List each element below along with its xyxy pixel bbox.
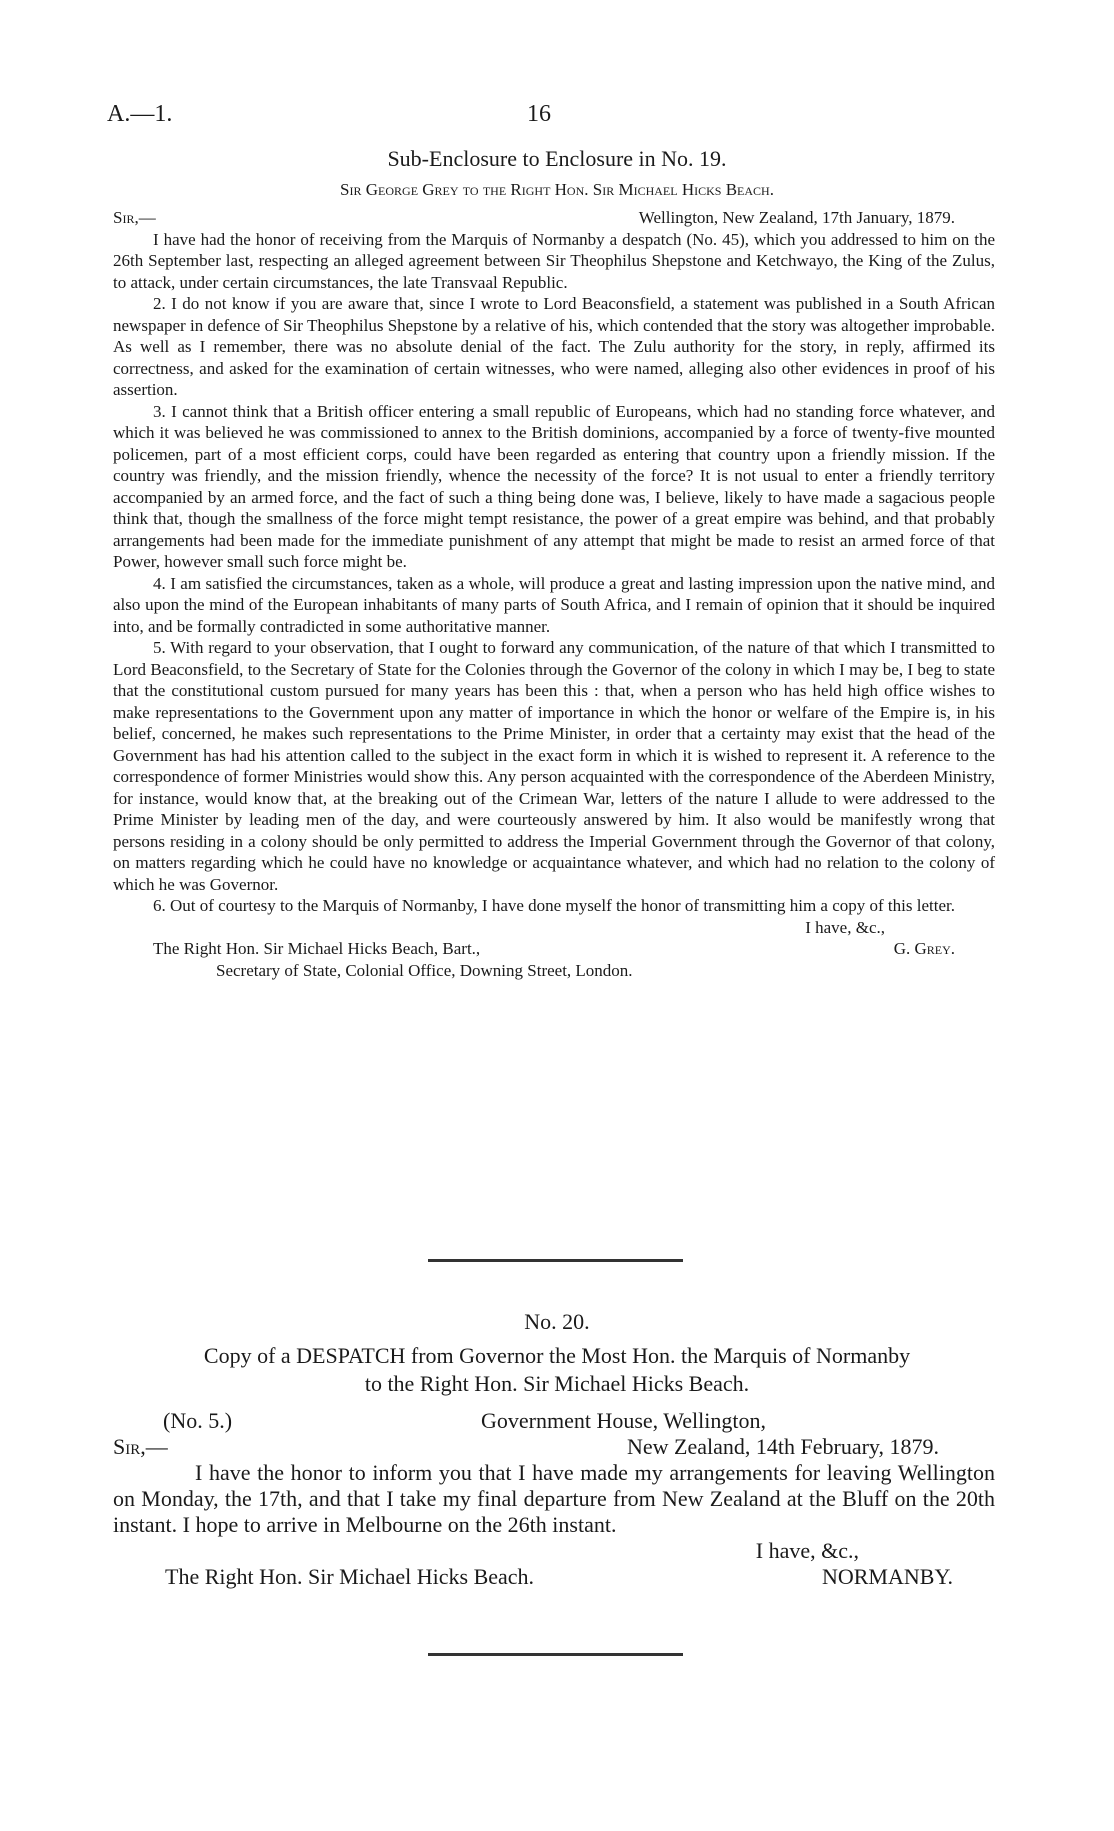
despatch-signature: NORMANBY.: [821, 1564, 953, 1589]
page-number: 16: [527, 101, 551, 127]
closing-row: [113, 917, 995, 939]
document-reference: A.—1.: [107, 101, 173, 127]
enclosure-letter: [113, 207, 995, 981]
despatch-place: Government House, Wellington,: [481, 1408, 767, 1433]
date-row: [113, 1434, 995, 1460]
ref-row: [113, 1408, 995, 1434]
addressee-row: [113, 938, 995, 960]
letter-paragraph: 4. I am satisfied the circumstances, taken as a whole, will produce a great and lasting impression upon the native mind, and also upon the mind of the European inhabitants of many parts of South Africa, and I remain of opinion that it should be inquired into, and be formally contradicted in some authoritative manner.: [113, 573, 995, 636]
place-date: Wellington, New Zealand, 17th January, 1879.: [638, 208, 955, 227]
despatch-salutation: Sir,—: [113, 1434, 168, 1459]
salutation: Sir,—: [113, 208, 156, 227]
despatch-letter: [113, 1408, 995, 1590]
address-row: [113, 960, 995, 982]
enclosure-from-to: Sir George Grey to the Right Hon. Sir Michael Hicks Beach.: [340, 180, 774, 199]
despatch-number: No. 20.: [524, 1309, 590, 1334]
despatch-date: New Zealand, 14th February, 1879.: [627, 1434, 939, 1459]
addressee: The Right Hon. Sir Michael Hicks Beach, Bart.,: [153, 939, 481, 958]
despatch-addressee-row: [113, 1564, 995, 1590]
address-line: Secretary of State, Colonial Office, Downing Street, London.: [216, 960, 633, 980]
despatch-title: [0, 1342, 1114, 1398]
despatch-title-line: to the Right Hon. Sir Michael Hicks Beach.: [364, 1371, 750, 1396]
despatch-paragraph: I have the honor to inform you that I have made my arrangements for leaving Wellington on Monday, the 17th, and that I take my final departure from New Zealand at the Bluff on the 20th instant. I hope to arrive in Melbourne on the 26th instant.: [113, 1460, 995, 1537]
enclosure-title: Sub-Enclosure to Enclosure in No. 19.: [387, 146, 727, 171]
letter-paragraph: 5. With regard to your observation, that I ought to forward any communication, of the nature of that which I transmitted to Lord Beaconsfield, to the Secretary of State for the Colonies through the Governor of the colony in which I may be, I beg to state that the constitutional custom pursued for many years has been this : that, when a person who has held high office wishes to make representations to the Government upon any matter of importance in which the honor or welfare of the Empire is, in his belief, concerned, he makes such representations to the Prime Minister, in order that a certainty may exist that the head of the Government has had his attention called to the subject in the exact form in which it is wished to represent it. A reference to the correspondence of former Ministries would show this. Any person acquainted with the correspondence of the Aberdeen Ministry, for instance, would know that, at the breaking out of the Crimean War, letters of the nature I allude to were addressed to the Prime Minister by leading men of the day, and were courteously answered by him. It also would be manifestly wrong that persons residing in a colony should be only permitted to address the Imperial Government through the Governor of that colony, on matters regarding which he could have no knowledge or acquaintance whatever, and which had no relation to the colony of which he was Governor.: [113, 638, 995, 894]
letter-paragraph: 6. Out of courtesy to the Marquis of Normanby, I have done myself the honor of transmitting him a copy of this letter.: [153, 896, 955, 915]
letter-paragraph: 3. I cannot think that a British officer entering a small republic of Europeans, which had no standing force whatever, and which it was believed he was commissioned to annex to the British dominions, accompanied by a force of twenty-five mounted policemen, part of a most efficient corps, could have been regarded as entering that country upon a friendly mission. If the country was friendly, and the mission friendly, whence the necessity of the force? It is not usual to enter a friendly territory accompanied by an armed force, and the fact of such a thing being done was, I believe, likely to have made a sagacious people think that, though the smallness of the force might tempt resistance, the power of a great empire was behind, and that probably arrangements had been made for the immediate punishment of any attempt that might be made to resist an armed force of that Power, however small such force might be.: [113, 401, 995, 571]
despatch-closing-row: [113, 1538, 995, 1564]
salutation-row: [113, 207, 995, 229]
despatch-closing: I have, &c.,: [755, 1538, 859, 1563]
despatch-ref: (No. 5.): [163, 1408, 233, 1433]
section-divider: [428, 1259, 683, 1262]
signature: G. Grey.: [893, 939, 955, 958]
letter-paragraph: 2. I do not know if you are aware that, since I wrote to Lord Beaconsfield, a statement was published in a South African newspaper in defence of Sir Theophilus Shepstone by a relative of his, which contended that the story was altogether improbable. As well as I remember, there was no absolute denial of the fact. The Zulu authority for the story, in reply, affirmed its correctness, and asked for the examination of certain witnesses, who were named, alleging also other evidences in proof of his assertion.: [113, 294, 995, 399]
despatch-title-line: Copy of a DESPATCH from Governor the Most Hon. the Marquis of Normanby: [203, 1343, 911, 1368]
despatch-addressee: The Right Hon. Sir Michael Hicks Beach.: [165, 1564, 535, 1589]
section-divider: [428, 1653, 683, 1656]
letter-paragraph: I have had the honor of receiving from the Marquis of Normanby a despatch (No. 45), which you addressed to him on the 26th September last, respecting an alleged agreement between Sir Theophilus Shepstone and Ketchwayo, the King of the Zulus, to attack, under certain circumstances, the late Transvaal Republic.: [113, 229, 995, 292]
closing: I have, &c.,: [805, 917, 885, 937]
